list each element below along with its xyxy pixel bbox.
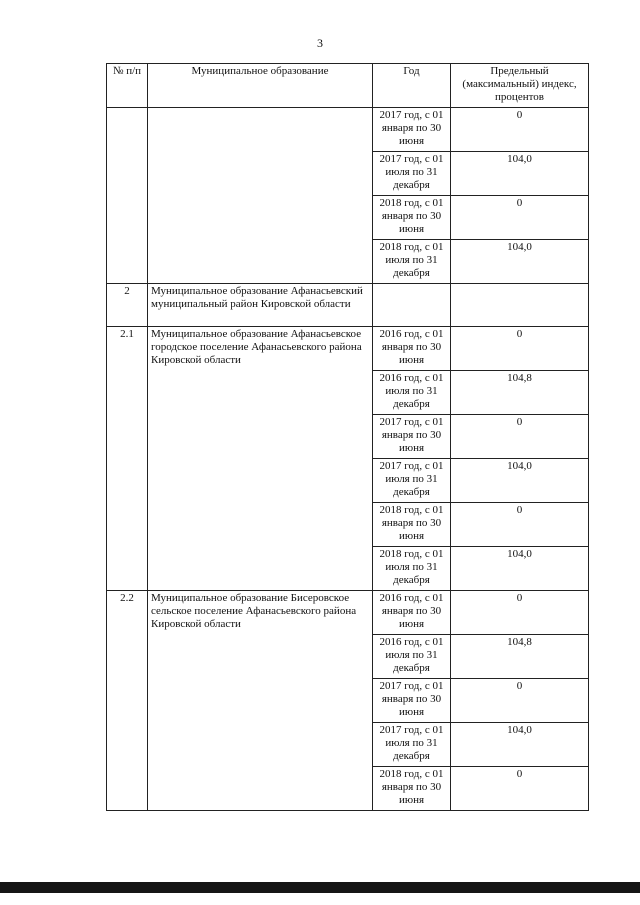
index-value: 0 [451, 767, 589, 811]
municipality-name [148, 108, 373, 284]
index-value: 0 [451, 679, 589, 723]
year-period: 2017 год, с 01 января по 30 июня [373, 108, 451, 152]
header-num: № п/п [107, 64, 148, 108]
year-period: 2018 год, с 01 января по 30 июня [373, 503, 451, 547]
year-period: 2017 год, с 01 июля по 31 декабря [373, 459, 451, 503]
year-period: 2017 год, с 01 июля по 31 декабря [373, 152, 451, 196]
header-year: Год [373, 64, 451, 108]
index-value: 104,0 [451, 547, 589, 591]
municipality-name: Муниципальное образование Бисеровское сельское поселение Афанасьевского района Кировской области [148, 591, 373, 811]
year-period: 2018 год, с 01 января по 30 июня [373, 767, 451, 811]
year-period: 2016 год, с 01 января по 30 июня [373, 327, 451, 371]
year-period: 2016 год, с 01 июля по 31 декабря [373, 635, 451, 679]
bottom-scan-bar [0, 882, 640, 893]
year-period: 2016 год, с 01 июля по 31 декабря [373, 371, 451, 415]
header-municipality: Муниципальное образование [148, 64, 373, 108]
table-row [107, 284, 589, 327]
row-number: 2 [107, 284, 148, 327]
table-header-row [107, 64, 589, 108]
index-value: 104,8 [451, 635, 589, 679]
municipality-name: Муниципальное образование Афанасьевский муниципальный район Кировской области [148, 284, 373, 327]
year-period: 2018 год, с 01 июля по 31 декабря [373, 547, 451, 591]
index-value: 0 [451, 327, 589, 371]
table-row [107, 591, 589, 635]
index-value: 104,0 [451, 459, 589, 503]
header-index: Предельный (максимальный) индекс, процентов [451, 64, 589, 108]
row-number: 2.2 [107, 591, 148, 811]
index-value [451, 284, 589, 327]
year-period: 2016 год, с 01 января по 30 июня [373, 591, 451, 635]
year-period: 2017 год, с 01 января по 30 июня [373, 679, 451, 723]
table-row [107, 108, 589, 152]
year-period [373, 284, 451, 327]
index-value: 0 [451, 108, 589, 152]
row-number: 2.1 [107, 327, 148, 591]
tariff-index-table [106, 63, 589, 811]
index-value: 104,8 [451, 371, 589, 415]
year-period: 2017 год, с 01 января по 30 июня [373, 415, 451, 459]
table-body [107, 108, 589, 811]
year-period: 2018 год, с 01 июля по 31 декабря [373, 240, 451, 284]
year-period: 2018 год, с 01 января по 30 июня [373, 196, 451, 240]
index-value: 104,0 [451, 152, 589, 196]
row-number [107, 108, 148, 284]
index-value: 104,0 [451, 723, 589, 767]
index-value: 0 [451, 503, 589, 547]
index-value: 104,0 [451, 240, 589, 284]
municipality-name: Муниципальное образование Афанасьевское городское поселение Афанасьевского района Кировской области [148, 327, 373, 591]
index-value: 0 [451, 591, 589, 635]
page-number: 3 [317, 36, 323, 50]
table-row [107, 327, 589, 371]
index-value: 0 [451, 415, 589, 459]
index-value: 0 [451, 196, 589, 240]
year-period: 2017 год, с 01 июля по 31 декабря [373, 723, 451, 767]
